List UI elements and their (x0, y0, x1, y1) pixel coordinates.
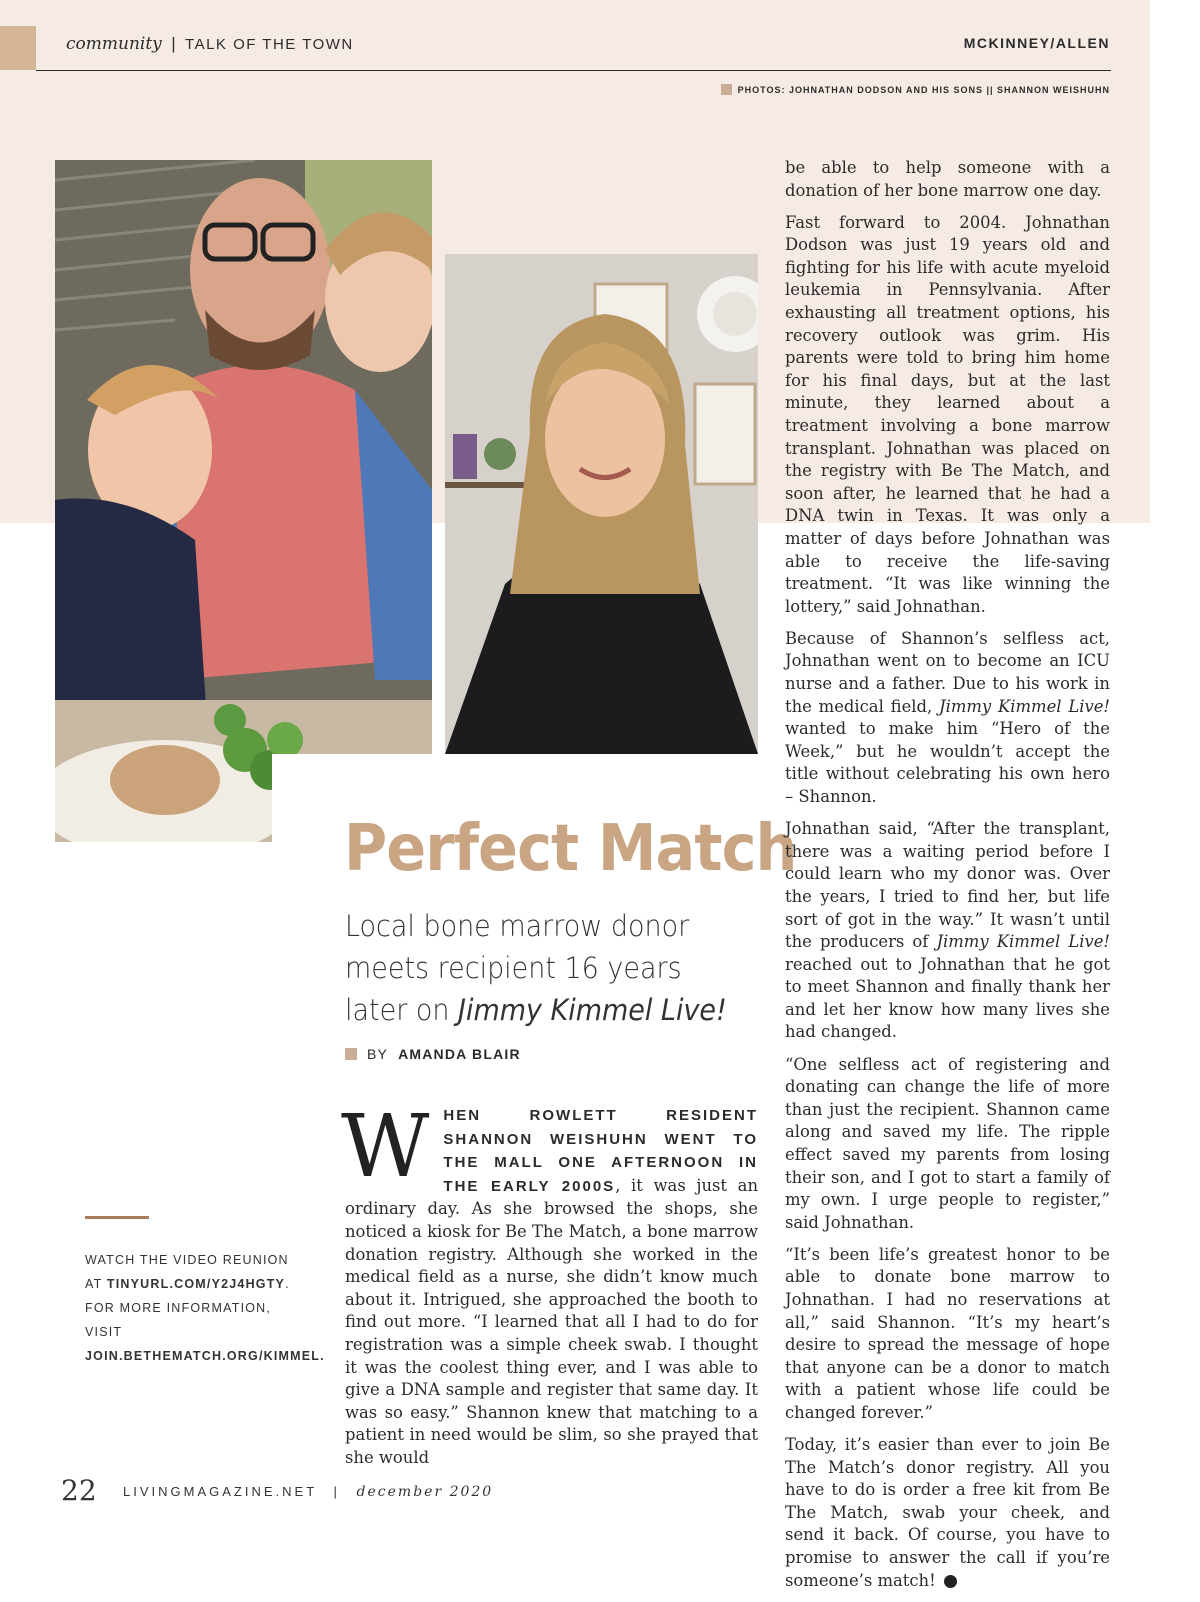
footer-site: LIVINGMAGAZINE.NET (123, 1484, 317, 1499)
page-footer (123, 1484, 493, 1500)
paragraph-4-text-a: Johnathan said, “After the transplant, there was a waiting period before I could learn who my donor was. Over the years, I tried to find her, but life sort of got in the way.” It wasn’t until the producers of (785, 819, 1110, 952)
header-rule (36, 70, 1111, 71)
footer-separator: | (333, 1484, 340, 1499)
paragraph-3-show: Jimmy Kimmel Live! (939, 696, 1110, 716)
article-subtitle (345, 905, 745, 1031)
note-rule (85, 1216, 149, 1219)
paragraph-2: Fast forward to 2004. Johnathan Dodson was just 19 years old and fighting for his life with acute myeloid leukemia in Pennsylvania. After exhausting all treatment options, his recovery outlook was grim. His parents were told to bring him home for his final days, but at the last minute, they learned about a treatment involving a bone marrow transplant. Johnathan was placed on the registry with Be The Match, and soon after, he learned that he had a DNA twin in Texas. It was only a matter of days before Johnathan was able to receive the life-saving treatment. “It was like winning the lottery,” said Johnathan. (785, 212, 1110, 616)
subtitle-show-name: Jimmy Kimmel Live! (458, 993, 727, 1027)
paragraph-6: “It’s been life’s greatest honor to be able to donate bone marrow to Johnathan. I had no reservations at all,” said Shannon. “It’s my heart’s desire to spread the message of hope that anyone can be a donor to match with a patient whose life could be changed forever.” (785, 1244, 1110, 1422)
subtitle-text: Local bone marrow donor meets recipient 16 years later on (345, 909, 690, 1027)
section-header (66, 34, 354, 54)
photo-shannon (445, 254, 758, 754)
column-label: TALK OF THE TOWN (185, 36, 354, 53)
byline-square-icon (345, 1048, 357, 1060)
section-tab-marker (0, 26, 36, 70)
byline-author: AMANDA BLAIR (398, 1046, 521, 1062)
paragraph-7-text: Today, it’s easier than ever to join Be The Match’s donor registry. All you have to do is order a free kit from Be The Match, swab your cheek, and send it back. Of course, you have to promise to answer the call if you’re someone’s match! (785, 1435, 1110, 1590)
paragraph-4 (785, 818, 1110, 1044)
paragraph-1-continued: be able to help someone with a donation of her bone marrow one day. (785, 158, 1110, 200)
header-separator: | (171, 34, 176, 53)
paragraph-1 (341, 1097, 758, 1470)
video-note (85, 1248, 325, 1368)
paragraph-3-text-a: Because of Shannon’s selfless act, Johnathan went on to become an ICU nurse and a father. Due to his work in the medical field, (785, 628, 1110, 716)
body-column-left (341, 1097, 758, 1479)
byline-prefix: BY (367, 1046, 389, 1062)
photo-father-and-sons (55, 160, 432, 842)
bethematch-link[interactable]: JOIN.BETHEMATCH.ORG/KIMMEL. (85, 1349, 325, 1363)
byline (345, 1046, 521, 1062)
credit-square-icon (721, 84, 732, 95)
footer-issue: december 2020 (356, 1484, 494, 1500)
father-sons-illustration (55, 160, 432, 842)
note-text-1: WATCH THE VIDEO REUNION AT (85, 1253, 289, 1291)
note-text-2: . FOR MORE INFORMATION, VISIT (85, 1277, 290, 1339)
drop-cap: W (341, 1097, 430, 1197)
end-mark-icon (944, 1575, 957, 1588)
page-number: 22 (61, 1474, 97, 1507)
lead-in: HEN ROWLETT RESIDENT SHANNON WEISHUHN WENT TO THE MALL ONE AFTERNOON IN THE EARLY 2000S (443, 1107, 758, 1195)
edition-label: MCKINNEY/ALLEN (963, 35, 1110, 51)
section-label: community (66, 34, 162, 54)
article-title: Perfect Match (344, 812, 797, 886)
body-column-right (785, 157, 1110, 1602)
photo-credit-text: PHOTOS: JOHNATHAN DODSON AND HIS SONS || SHANNON WEISHUHN (737, 84, 1110, 95)
shannon-illustration (445, 254, 758, 754)
paragraph-1-text: , it was just an ordinary day. As she browsed the shops, she noticed a kiosk for Be The Match, a bone marrow donation registry. Although she worked in the medical field as a nurse, she didn’t know much about it. Intrigued, she approached the booth to find out more. “I learned that all I had to do for registration was a simple cheek swab. I thought it was the coolest thing ever, and I was able to give a DNA sample and register that same day. It was so easy.” Shannon knew that matching to a patient in need would be slim, so she prayed that she would (345, 1175, 758, 1467)
paragraph-7 (785, 1434, 1110, 1592)
paragraph-4-text-b: reached out to Johnathan that he got to meet Shannon and finally thank her and let her know how many lives she had changed. (785, 954, 1110, 1042)
paragraph-3-text-b: wanted to make him “Hero of the Week,” but he wouldn’t accept the title without celebrating his own hero – Shannon. (785, 719, 1110, 807)
paragraph-5: “One selfless act of registering and donating can change the life of more than just the recipient. Shannon came along and saved my life. The ripple effect saved my parents from losing their son, and I got to start a family of my own. I urge people to register,” said Johnathan. (785, 1054, 1110, 1232)
paragraph-3 (785, 628, 1110, 809)
video-link[interactable]: TINYURL.COM/Y2J4HGTY (106, 1277, 286, 1291)
paragraph-4-show: Jimmy Kimmel Live! (936, 932, 1110, 952)
photo-credit (721, 84, 1110, 95)
